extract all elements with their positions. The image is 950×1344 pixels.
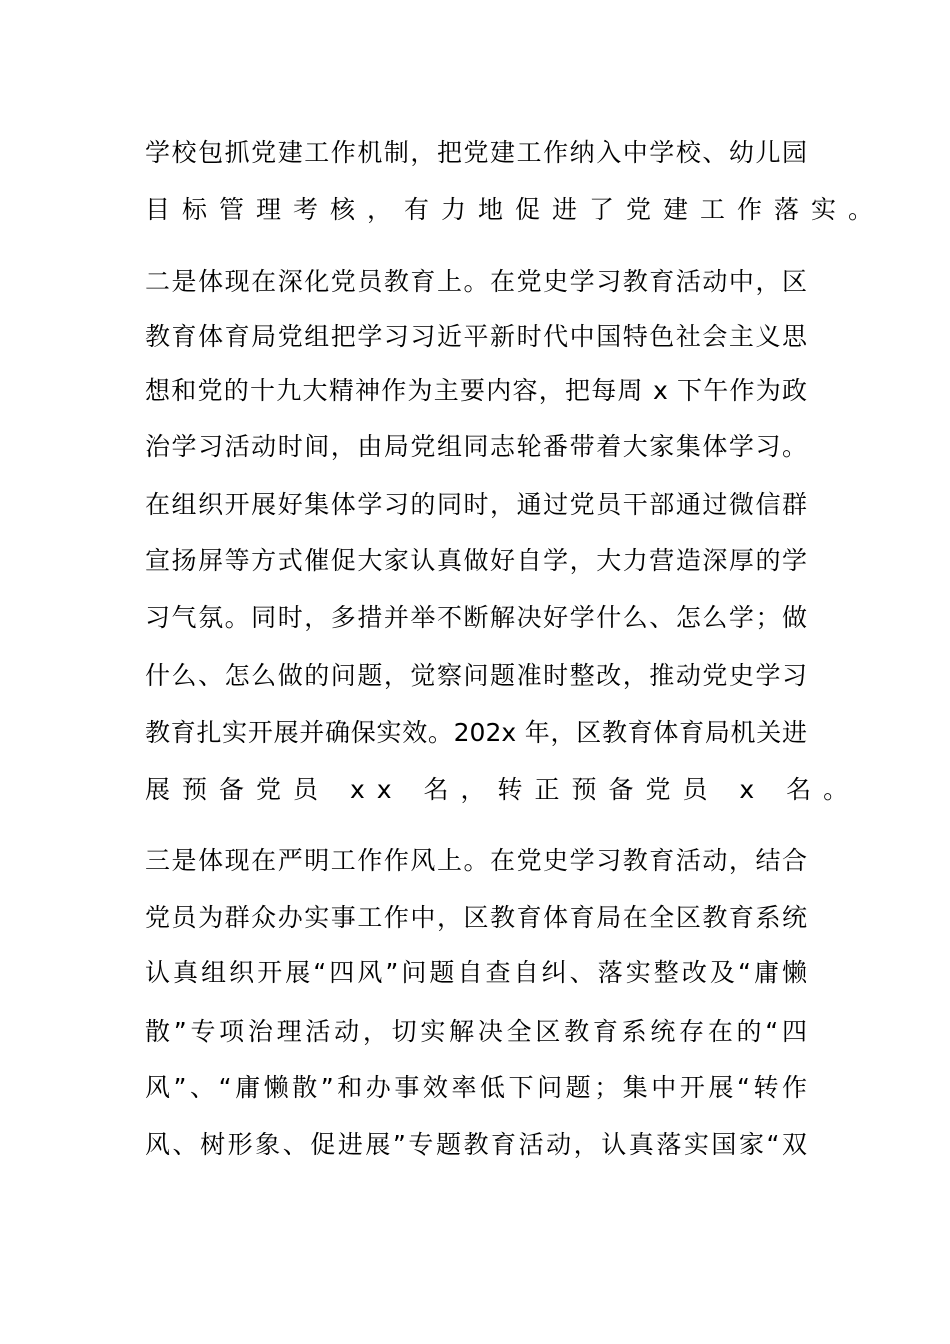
text-line: 在组织开展好集体学习的同时，通过党员干部通过微信群 <box>145 490 807 519</box>
text-line: 教育体育局党组把学习习近平新时代中国特色社会主义思 <box>145 322 807 351</box>
text-line: 宣扬屏等方式催促大家认真做好自学，大力营造深厚的学 <box>145 546 807 575</box>
text-line: 学校包抓党建工作机制，把党建工作纳入中学校、幼儿园 <box>145 138 807 167</box>
text-line: 习气氛。同时，多措并举不断解决好学什么、怎么学；做 <box>145 603 807 632</box>
text-line: 党员为群众办实事工作中，区教育体育局在全区教育系统 <box>145 903 807 932</box>
text-line: 教育扎实开展并确保实效。202x 年，区教育体育局机关进 <box>145 718 807 747</box>
text-line: 想和党的十九大精神作为主要内容，把每周 x 下午作为政 <box>145 376 807 405</box>
text-line: 风”、“庸懒散”和办事效率低下问题；集中开展“转作 <box>145 1073 807 1102</box>
text-line: 风、树形象、促进展”专题教育活动，认真落实国家“双 <box>145 1130 807 1159</box>
text-line: 二是体现在深化党员教育上。在党史学习教育活动中，区 <box>145 267 807 296</box>
text-line: 目标管理考核，有力地促进了党建工作落实。 <box>145 195 886 224</box>
text-line: 三是体现在严明工作作风上。在党史学习教育活动，结合 <box>145 846 807 875</box>
text-line: 治学习活动时间，由局党组同志轮番带着大家集体学习。 <box>145 432 807 461</box>
text-line: 展预备党员 xx 名，转正预备党员 x 名。 <box>145 775 861 804</box>
text-line: 认真组织开展“四风”问题自查自纠、落实整改及“庸懒 <box>145 958 807 987</box>
text-line: 散”专项治理活动，切实解决全区教育系统存在的“四 <box>145 1017 807 1046</box>
text-line: 什么、怎么做的问题，觉察问题准时整改，推动党史学习 <box>145 661 807 690</box>
